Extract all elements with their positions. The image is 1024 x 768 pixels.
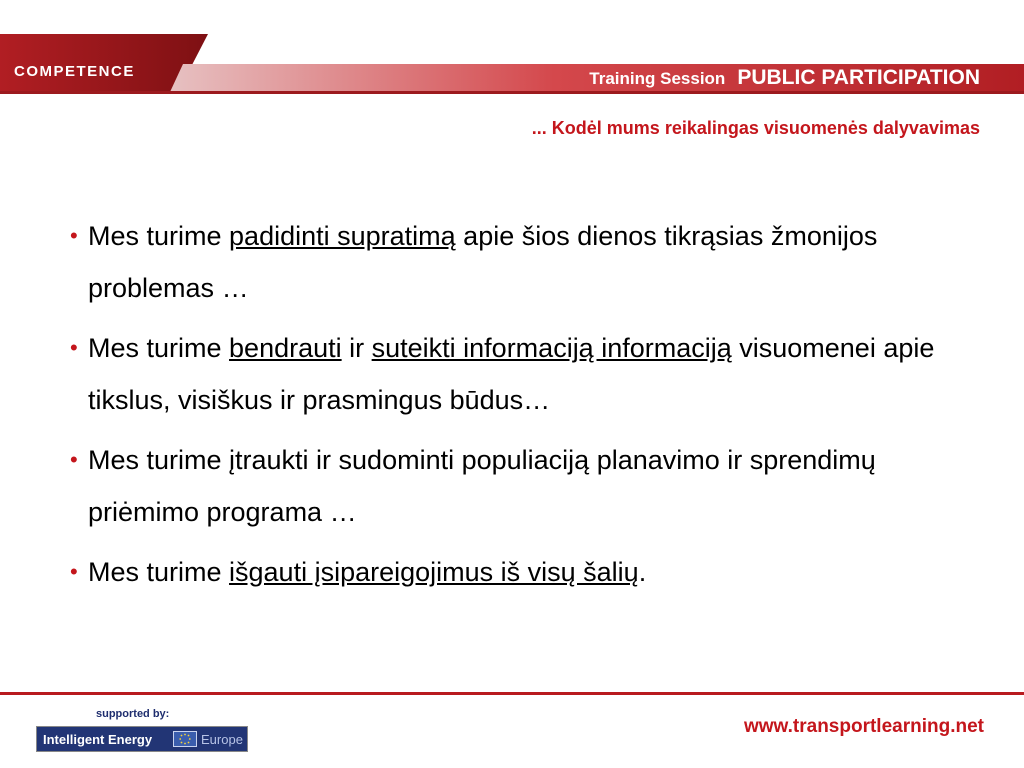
bullet-marker: • [70, 223, 78, 248]
competence-logo: COMPETENCE [14, 63, 135, 80]
bullet-text: Mes turime įtraukti ir sudominti populiaciją planavimo ir sprendimų priėmimo programa … [88, 445, 876, 527]
slide-subtitle: ... Kodėl mums reikalingas visuomenės dalyvavimas [531, 118, 980, 138]
program-region: Europe [201, 732, 243, 747]
bullet-text: ir [341, 333, 372, 363]
bullet-text: Mes turime [88, 557, 230, 587]
eu-flag-icon [173, 731, 197, 747]
bullet-item [70, 210, 970, 314]
session-label: Training Session [589, 69, 726, 88]
bullet-emphasis: išgauti įsipareigojimus iš visų šalių [229, 557, 639, 587]
bullet-text: Mes turime [88, 333, 230, 363]
website-link[interactable]: www.transportlearning.net [744, 716, 984, 737]
footer-divider [0, 692, 1024, 695]
supported-by-label: supported by: [96, 708, 170, 720]
intelligent-energy-logo [36, 726, 248, 752]
bullet-marker: • [70, 335, 78, 360]
bullet-text: apie šios dienos tikrąsias žmonijos problemas … [88, 221, 878, 303]
bullet-marker: • [70, 559, 78, 584]
session-topic: PUBLIC PARTICIPATION [737, 66, 980, 89]
bullet-emphasis: padidinti supratimą [229, 221, 456, 251]
bullet-emphasis: suteikti informaciją informaciją [371, 333, 732, 363]
program-name: Intelligent Energy [43, 732, 153, 747]
session-title [589, 66, 980, 90]
bullet-item [70, 434, 970, 538]
bullet-item [70, 546, 970, 598]
bullet-marker: • [70, 447, 78, 472]
bullet-text: . [638, 557, 647, 587]
bullet-text: visuomenei apie tikslus, visiškus ir prasmingus būdus… [88, 333, 935, 415]
bullet-text: Mes turime [88, 221, 230, 251]
bullet-emphasis: bendrauti [229, 333, 342, 363]
bullet-list [70, 210, 970, 606]
bullet-item [70, 322, 970, 426]
